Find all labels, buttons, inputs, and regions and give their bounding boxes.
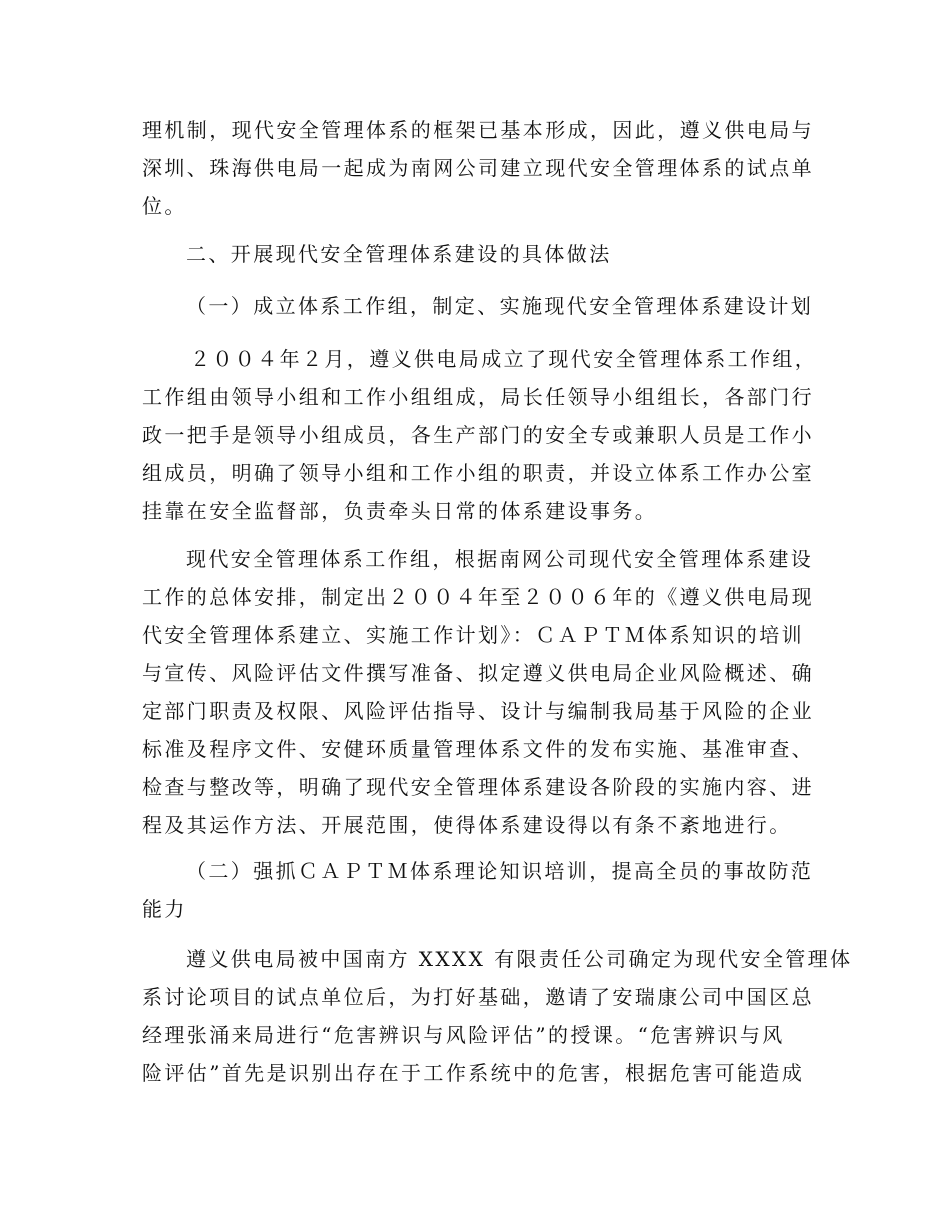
subsection-heading-1 (142, 287, 814, 325)
paragraph-continuation (142, 111, 814, 225)
text-line: 工作的总体安排，制定出２００４年至２００６年的《遵义供电局现 (142, 585, 814, 609)
section-heading (142, 235, 806, 273)
text-line: 系讨论项目的试点单位后，为打好基础，邀请了安瑞康公司中国区总 (142, 985, 814, 1009)
paragraph-work-plan (142, 540, 814, 844)
heading-text: 能力 (142, 897, 187, 921)
text-line: 挂靠在安全监督部，负责牵头日常的体系建设事务。 (142, 499, 658, 523)
text-line: 政一把手是领导小组成员，各生产部门的安全专或兼职人员是工作小 (142, 423, 814, 447)
text-line: 深圳、珠海供电局一起成为南网公司建立现代安全管理体系的试点单 (142, 156, 814, 180)
text-line: 代安全管理体系建立、实施工作计划》：ＣＡＰＴＭ体系知识的培训 (142, 623, 804, 647)
text-line: 定部门职责及权限、风险评估指导、设计与编制我局基于风险的企业 (142, 699, 814, 723)
subsection-heading-2 (142, 852, 814, 928)
text-line: 遵义供电局被中国南方 XXXX 有限责任公司确定为现代安全管理体 (186, 947, 853, 971)
text-line: ２００４年２月，遵义供电局成立了现代安全管理体系工作组， (190, 347, 818, 371)
text-line: 经理张涌来局进行“危害辨识与风险评估”的授课。“危害辨识与风 (142, 1023, 785, 1047)
text-line: 检查与整改等，明确了现代安全管理体系建设各阶段的实施内容、进 (142, 775, 814, 799)
heading-text: 二、开展现代安全管理体系建设的具体做法 (186, 242, 612, 266)
text-line: 理机制，现代安全管理体系的框架已基本形成，因此，遵义供电局与 (142, 118, 814, 142)
paragraph-training (142, 940, 853, 1092)
text-line: 与宣传、风险评估文件撰写准备、拟定遵义供电局企业风险概述、确 (142, 661, 814, 685)
text-line: 位。 (142, 194, 187, 218)
text-line: 标准及程序文件、安健环质量管理体系文件的发布实施、基准审查、 (142, 737, 814, 761)
text-line: 程及其运作方法、开展范围，使得体系建设得以有条不紊地进行。 (142, 813, 792, 837)
text-line: 工作组由领导小组和工作小组组成，局长任领导小组组长，各部门行 (142, 385, 814, 409)
text-line: 现代安全管理体系工作组，根据南网公司现代安全管理体系建设 (186, 547, 814, 571)
text-line: 组成员，明确了领导小组和工作小组的职责，并设立体系工作办公室 (142, 461, 814, 485)
text-line: 险评估”首先是识别出存在于工作系统中的危害，根据危害可能造成 (142, 1061, 805, 1085)
paragraph-work-group (142, 340, 818, 530)
heading-text: （二）强抓ＣＡＰＴＭ体系理论知识培训，提高全员的事故防范 (186, 859, 814, 883)
heading-text: （一）成立体系工作组，制定、实施现代安全管理体系建设计划 (186, 294, 814, 318)
